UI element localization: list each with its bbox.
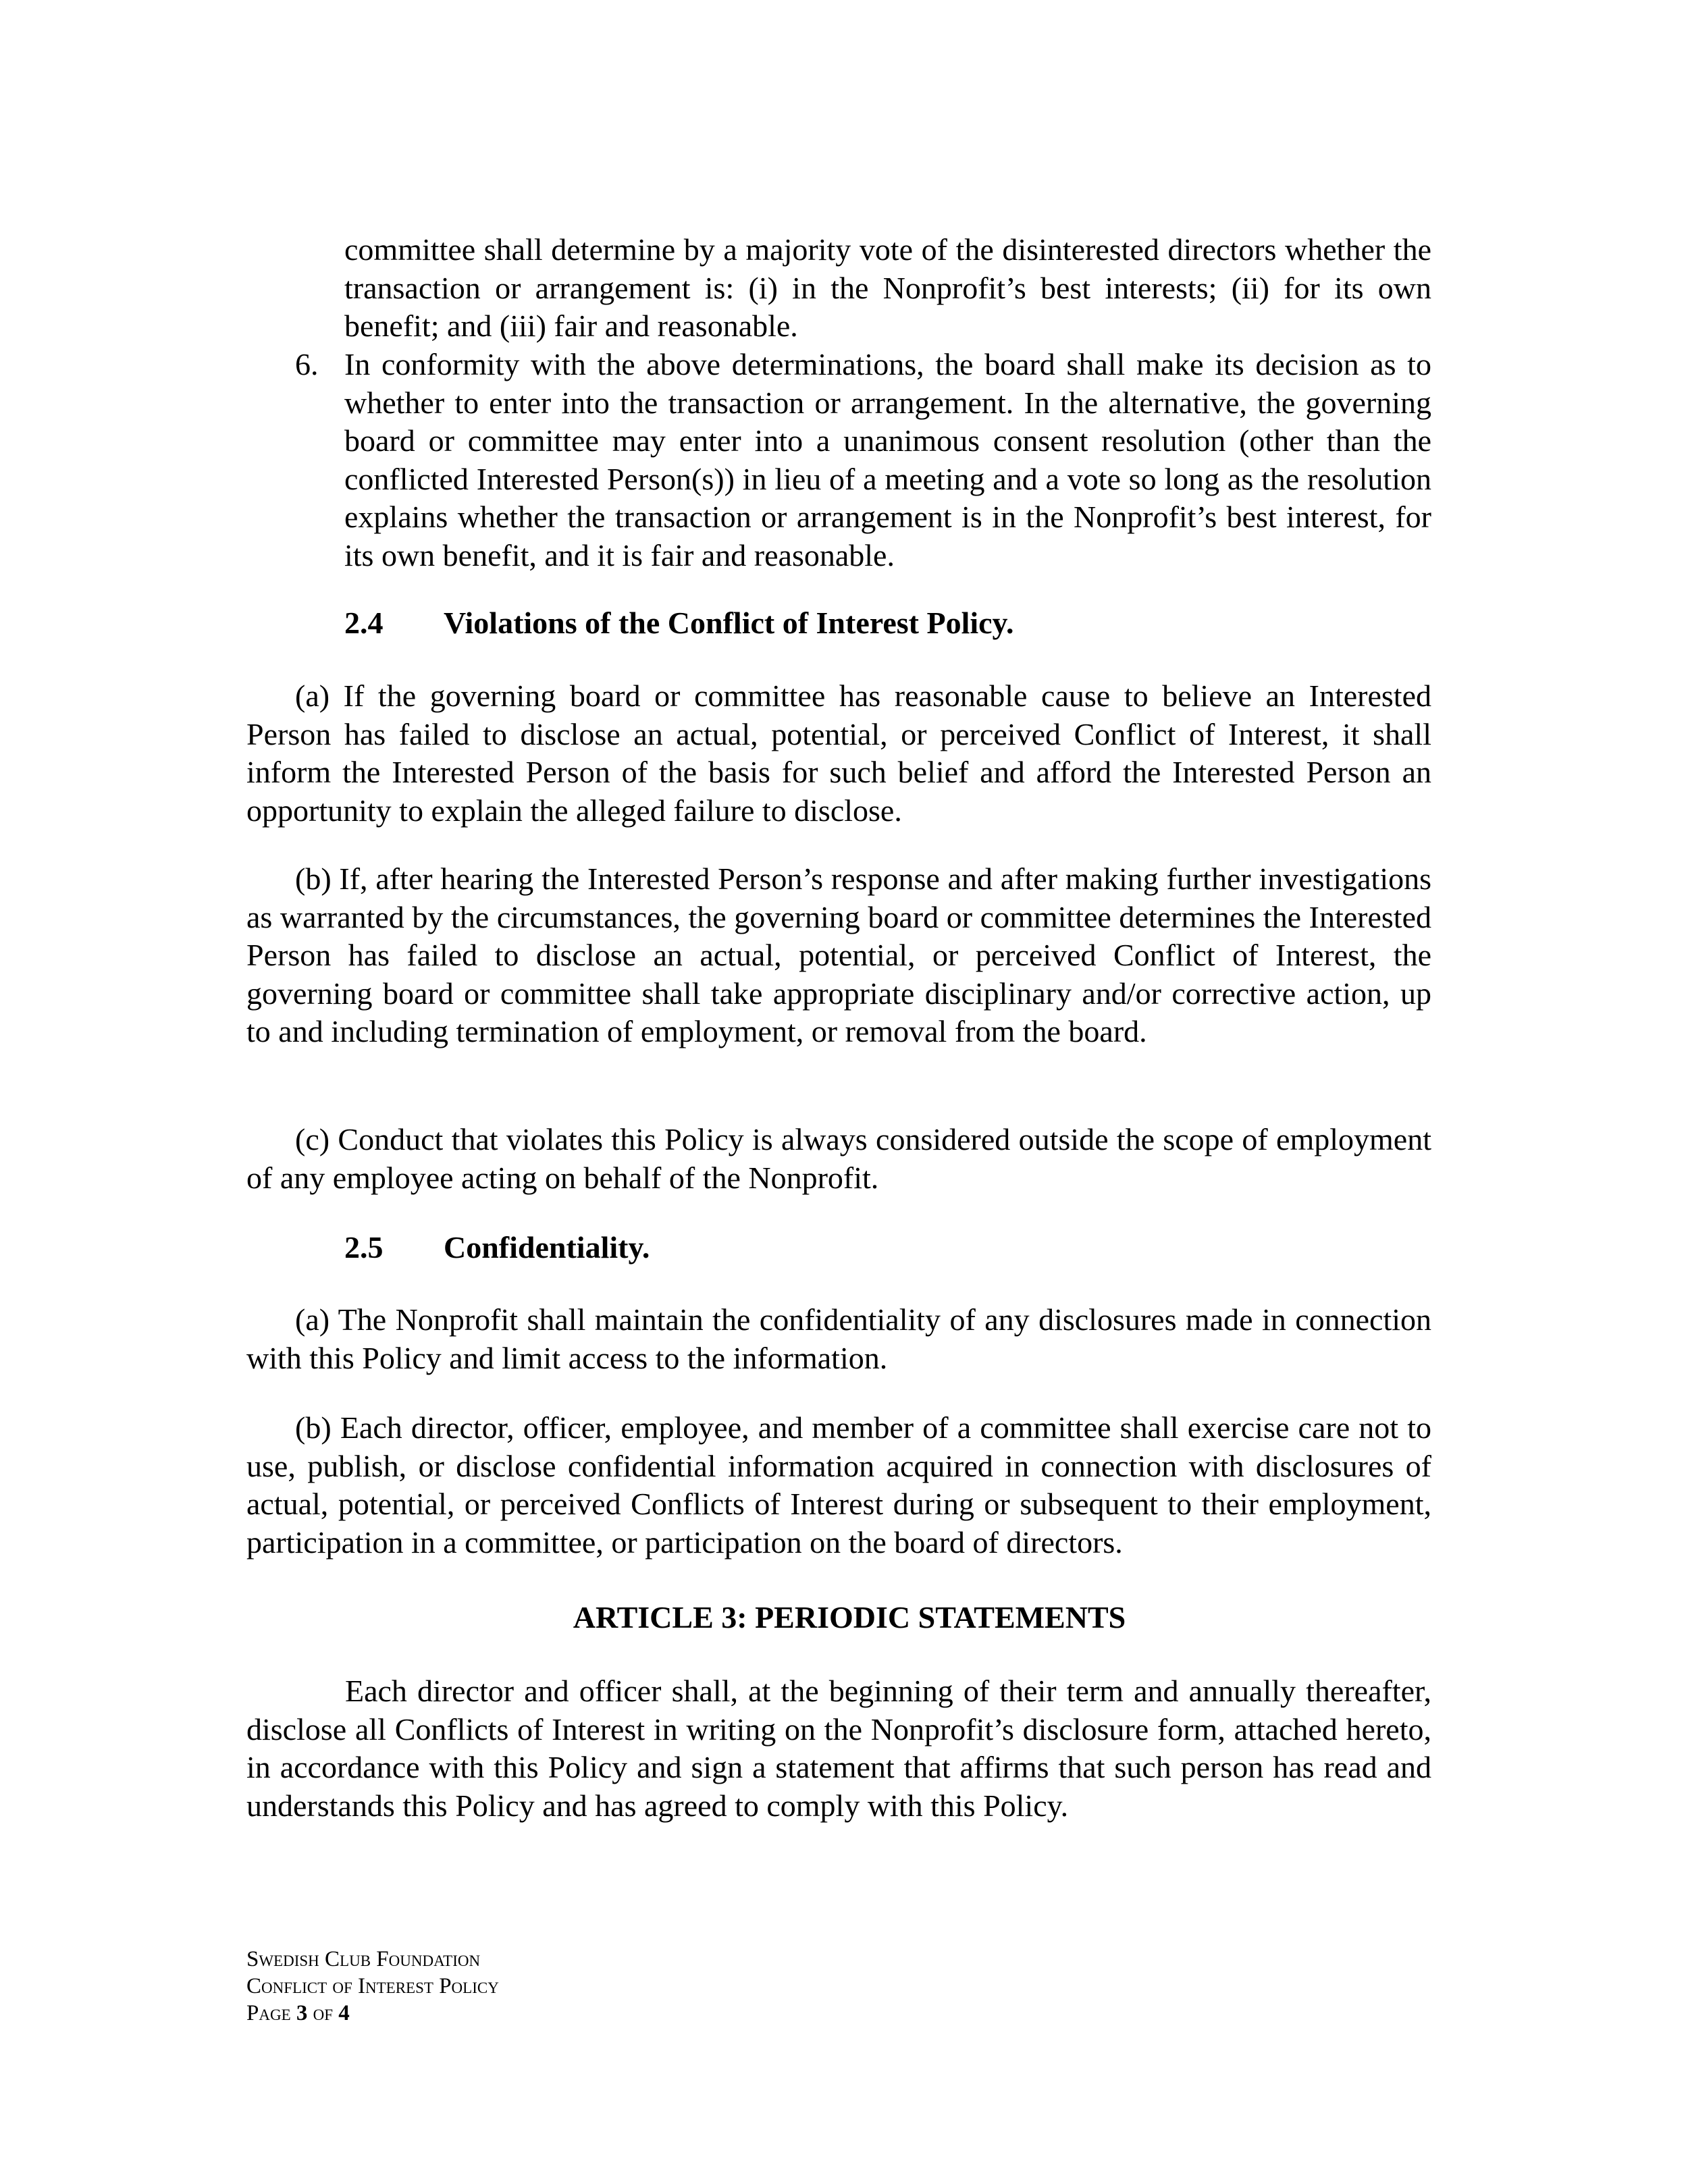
article-3-paragraph <box>246 1672 1431 1825</box>
section-heading-2-5 <box>344 1229 650 1267</box>
paragraph-text: If the governing board or committee has reasonable cause to believe an Interested Person has failed to disclose an actual, potential, or perceived Conflict of Interest, it shall inform the Interested Person of the basis for such belief and afford the Interested Person an opportunity to explain the alleged failure to disclose. <box>246 678 1431 828</box>
section-number: 2.5 <box>344 1230 384 1264</box>
page-footer <box>246 1946 499 2027</box>
paragraph-2-5-a <box>246 1301 1431 1377</box>
page-of: of <box>307 2001 339 2025</box>
list-item-number: 6. <box>295 347 319 381</box>
footer-page-number <box>246 2000 499 2027</box>
article-3-text: Each director and officer shall, at the beginning of their term and annually thereafter, disclose all Conflicts of Interest in writing on the Nonprofit’s disclosure form, attached hereto, in accordance with this Policy and sign a statement that affirms that such person has read and understands this Policy and has agreed to comply with this Policy. <box>246 1674 1431 1823</box>
paragraph-label: (a) <box>295 678 330 713</box>
list-item-text: In conformity with the above determinations, the board shall make its decision as to whether to enter into the transaction or arrangement. In the alternative, the governing board or committee may enter into a unanimous consent resolution (other than the conflicted Interested Person(s)) in lieu of a meeting and a vote so long as the resolution explains whether the transaction or arrangement is in the Nonprofit’s best interest, for its own benefit, and it is fair and reasonable. <box>344 347 1431 572</box>
footer-document-title: Conflict of Interest Policy <box>246 1974 499 1998</box>
paragraph-label: (a) <box>295 1302 330 1337</box>
article-heading <box>0 1599 1688 1637</box>
section-heading-2-4 <box>344 604 1014 643</box>
paragraph-2-4-c <box>246 1121 1431 1197</box>
paragraph-2-4-a <box>246 677 1431 830</box>
continuation-text: committee shall determine by a majority vote of the disinterested directors whether the transaction or arrangement is: (i) in the Nonprofit’s best interests; (ii) for its own benefit; and (iii) fair and reasonable. <box>344 232 1431 343</box>
paragraph-text: Conduct that violates this Policy is always considered outside the scope of employment of any employee acting on behalf of the Nonprofit. <box>246 1122 1431 1195</box>
page-prefix: Page <box>246 2001 296 2025</box>
article-title: ARTICLE 3: PERIODIC STATEMENTS <box>573 1600 1126 1634</box>
section-title: Violations of the Conflict of Interest Policy. <box>444 606 1014 640</box>
paragraph-2-5-b <box>246 1409 1431 1562</box>
footer-organization: Swedish Club Foundation <box>246 1947 481 1971</box>
paragraph-text: The Nonprofit shall maintain the confidentiality of any disclosures made in connection with this Policy and limit access to the information. <box>246 1302 1432 1375</box>
page-total: 4 <box>338 2001 350 2025</box>
paragraph-text: Each director, officer, employee, and member of a committee shall exercise care not to use, publish, or disclose confidential information acquired in connection with disclosures of actual, potential, or perceived Conflicts of Interest during or subsequent to their employment, participation in a committee, or participation on the board of directors. <box>246 1410 1431 1560</box>
section-title: Confidentiality. <box>444 1230 650 1264</box>
paragraph-label: (b) <box>295 861 332 896</box>
list-item-6 <box>295 346 1431 575</box>
paragraph-text: If, after hearing the Interested Person’s response and after making further investigations as warranted by the circumstances, the governing board or committee determines the Interested Person has failed to disclose an actual, potential, or perceived Conflict of Interest, the governing board or committee shall take appropriate disciplinary and/or corrective action, up to and including termination of employment, or removal from the board. <box>246 861 1432 1048</box>
paragraph-label: (b) <box>295 1410 332 1445</box>
paragraph-label: (c) <box>295 1122 330 1156</box>
page-current: 3 <box>296 2001 308 2025</box>
paragraph-2-4-b <box>246 860 1431 1051</box>
section-number: 2.4 <box>344 606 384 640</box>
